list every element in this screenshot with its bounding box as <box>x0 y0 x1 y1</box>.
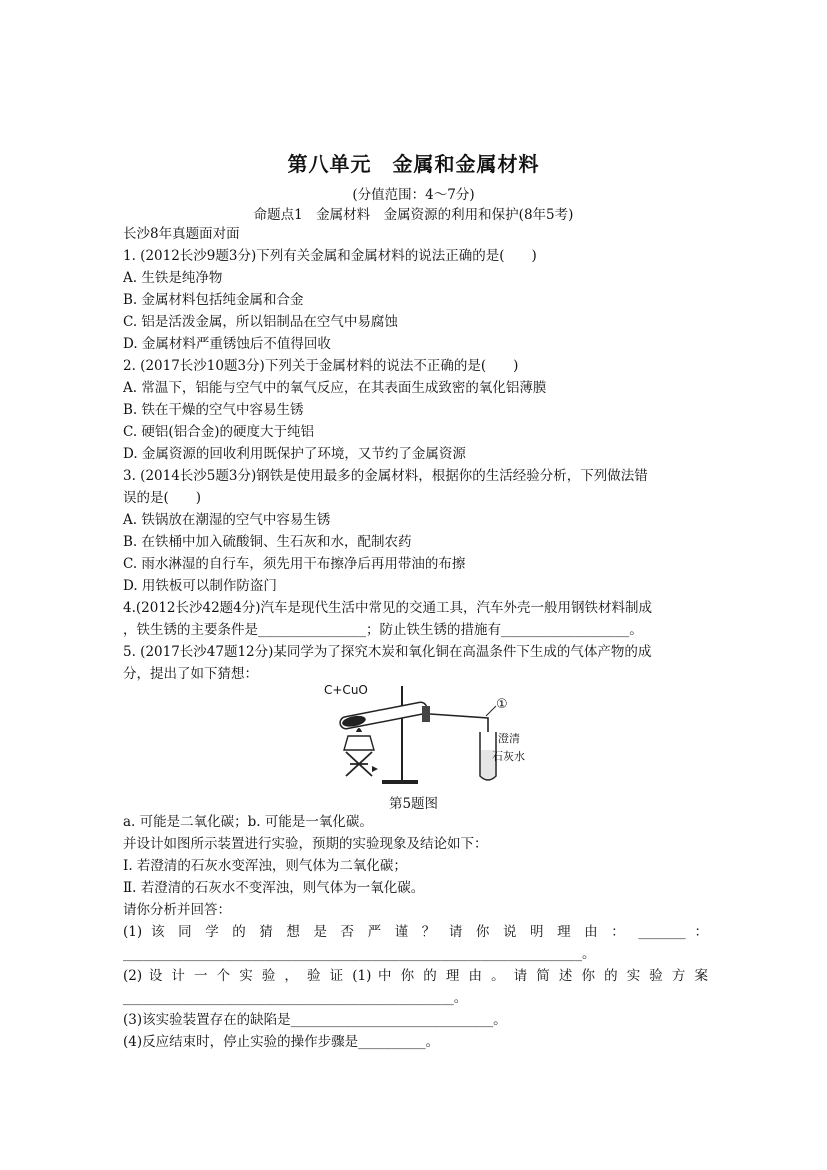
q3-stem-line1: 3. (2014长沙5题3分)钢铁是使用最多的金属材料，根据你的生活经验分析，下列做法错 <box>123 468 648 484</box>
label-limewater-line1: 澄清 <box>498 732 520 745</box>
label-marker: ① <box>496 697 508 712</box>
lamp-hood <box>344 736 374 750</box>
section-heading: 长沙8年真题面对面 <box>123 226 240 242</box>
q2-option-d: D. 金属资源的回收利用既保护了环境，又节约了金属资源 <box>123 446 466 462</box>
q2-stem: 2. (2017长沙10题3分)下列关于金属材料的说法不正确的是( ) <box>123 358 519 374</box>
q5-prompt: 请你分析并回答： <box>123 902 231 918</box>
stopper <box>422 706 430 722</box>
label-limewater-line2: 石灰水 <box>492 750 525 763</box>
figure-caption: 第5题图 <box>388 796 439 812</box>
apparatus-diagram <box>310 680 525 788</box>
label-reactants: C+CuO <box>324 683 368 697</box>
q3-option-d: D. 用铁板可以制作防盗门 <box>123 578 277 594</box>
test-tube <box>339 701 428 730</box>
q5-stem-line2: 分，提出了如下猜想： <box>123 666 258 682</box>
q5-conclusion-ii: Ⅱ. 若澄清的石灰水不变浑浊，则气体为一氧化碳。 <box>123 880 425 896</box>
q5-sub4: (4)反应结束时，停止实验的操作步骤是__________。 <box>123 1034 440 1050</box>
q5-design: 并设计如图所示装置进行实验，预期的实验现象及结论如下： <box>123 836 488 852</box>
q1-option-a: A. 生铁是纯净物 <box>123 270 223 286</box>
q3-option-b: B. 在铁桶中加入硫酸铜、生石灰和水，配制农药 <box>123 534 412 550</box>
page-title: 第八单元 金属和金属材料 <box>287 152 540 176</box>
q3-option-c: C. 雨水淋湿的自行车，须先用干布擦净后再用带油的布擦 <box>123 556 466 572</box>
q4-line2: ，铁生锈的主要条件是________________；防止铁生锈的措施有___________________。 <box>123 622 643 638</box>
q4-line1: 4.(2012长沙42题4分)汽车是现代生活中常见的交通工具，汽车外壳一般用钢铁材料制成 <box>123 600 653 616</box>
lamp-stand <box>346 752 372 776</box>
q3-stem-line2: 误的是( ) <box>123 490 202 506</box>
q1-stem: 1. (2012长沙9题3分)下列有关金属和金属材料的说法正确的是( ) <box>123 248 537 264</box>
q5-conclusion-i: Ⅰ. 若澄清的石灰水变浑浊，则气体为二氧化碳； <box>123 858 407 874</box>
q1-option-b: B. 金属材料包括纯金属和合金 <box>123 292 304 308</box>
flame-arrow <box>372 766 378 772</box>
stand-base <box>382 780 418 784</box>
q5-stem-line1: 5. (2017长沙47题12分)某同学为了探究木炭和氧化铜在高温条件下生成的气体产物的成 <box>123 644 652 660</box>
topic-heading: 命题点1 金属材料 金属资源的利用和保护(8年5考) <box>253 207 574 223</box>
q2-option-a: A. 常温下，铝能与空气中的氧气反应，在其表面生成致密的氧化铝薄膜 <box>123 380 547 396</box>
q5-sub2-line1: (2) 设 计 一 个 实 验 ， 验 证 (1) 中 你 的 理 由 。 请 简 述 你 的 实 验 方 案 <box>123 968 708 984</box>
q2-option-c: C. 硬铝(铝合金)的硬度大于纯铝 <box>123 424 314 440</box>
score-range: (分值范围：4～7分) <box>352 187 475 203</box>
q5-hypotheses: a. 可能是二氧化碳；b. 可能是一氧化碳。 <box>123 814 373 830</box>
q5-sub1-line2: ____________________________________________________________________。 <box>123 946 596 962</box>
q1-option-d: D. 金属材料严重锈蚀后不值得回收 <box>123 336 331 352</box>
q5-sub3: (3)该实验装置存在的缺陷是______________________________。 <box>123 1012 507 1028</box>
q5-sub2-line2: _________________________________________________。 <box>123 990 468 1006</box>
q5-sub1-line1: (1) 该 同 学 的 猜 想 是 否 严 谨 ？ 请 你 说 明 理 由 ： _______ ： <box>123 924 708 940</box>
marker-leader <box>486 706 496 716</box>
flame <box>356 728 362 732</box>
q1-option-c: C. 铝是活泼金属，所以铝制品在空气中易腐蚀 <box>123 314 398 330</box>
q2-option-b: B. 铁在干燥的空气中容易生锈 <box>123 402 304 418</box>
q3-option-a: A. 铁锅放在潮湿的空气中容易生锈 <box>123 512 331 528</box>
